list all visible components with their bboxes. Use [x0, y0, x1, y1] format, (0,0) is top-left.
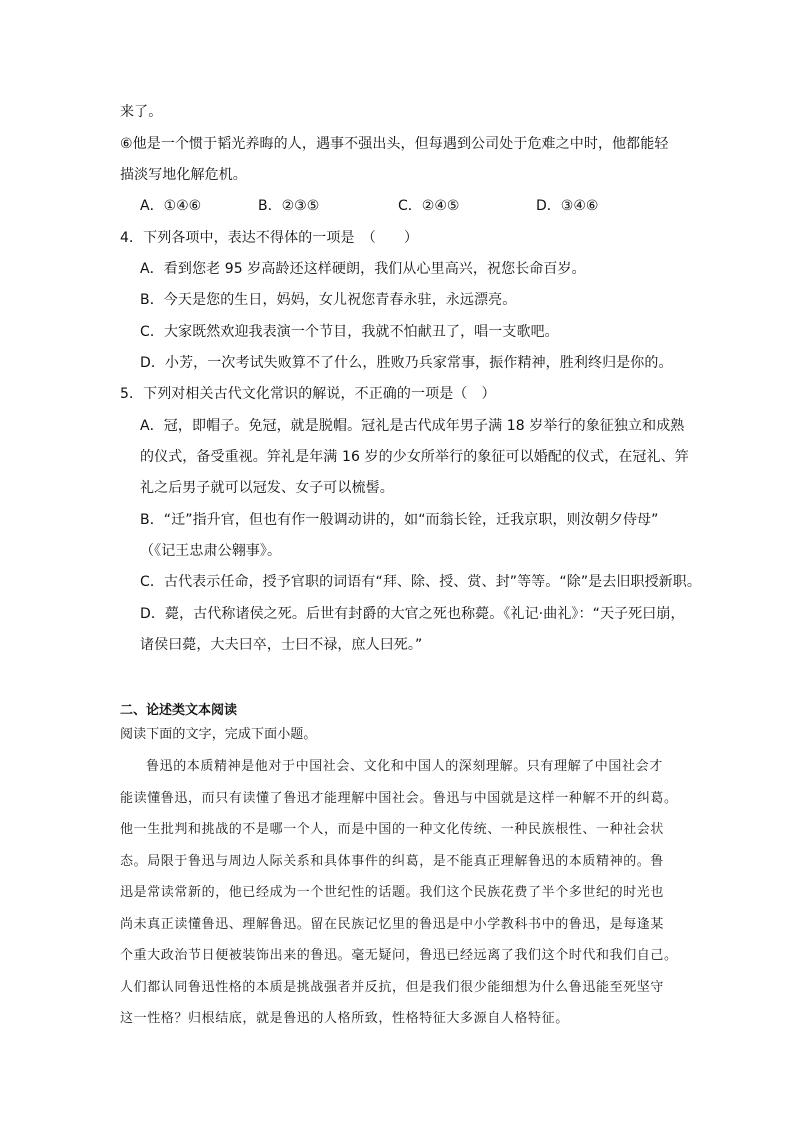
q5-option-a-line-2: 的仪式，备受重视。笄礼是年满 16 岁的少女所举行的象征可以婚配的仪式，在冠礼、笄	[140, 449, 689, 465]
passage-line: 能读懂鲁迅，而只有读懂了鲁迅才能理解中国社会。鲁迅与中国就是这样一种解不开的纠葛。	[120, 791, 678, 806]
passage-line: 人们都认同鲁迅性格的本质是挑战强者并反抗，但是我们很少能细想为什么鲁迅能至死坚守	[120, 980, 665, 995]
section-title: 二、论述类文本阅读	[120, 703, 238, 718]
q4-option-c: C．大家既然欢迎我表演一个节目，我就不怕献丑了，唱一支歌吧。	[140, 324, 559, 340]
passage-line: 态。局限于鲁迅与周边人际关系和具体事件的纠葛，是不能真正理解鲁迅的本质精神的。鲁	[120, 854, 665, 869]
q3-options	[140, 196, 660, 216]
passage-line: 个重大政治节日便被装饰出来的鲁迅。毫无疑问，鲁迅已经远离了我们这个时代和我们自己。	[120, 948, 678, 963]
q5-stem: 5．下列对相关古代文化常识的解说，不正确的一项是（ ）	[120, 386, 496, 402]
q5-option-a-line-1: A．冠，即帽子。免冠，就是脱帽。冠礼是古代成年男子满 18 岁举行的象征独立和成熟	[140, 418, 685, 434]
item-prev-tail: 来了。	[120, 104, 163, 120]
q4-option-d: D．小芳，一次考试失败算不了什么，胜败乃兵家常事，振作精神，胜利终归是你的。	[140, 355, 673, 371]
passage-line: 迅是常读常新的，他已经成为一个世纪性的话题。我们这个民族花费了半个多世纪的时光也	[120, 885, 665, 900]
q5-option-b-line-2: （《记王忠肃公翱事》。	[140, 543, 282, 559]
q3-option-a: A．①④⑥	[140, 198, 202, 214]
q3-option-d: D．③④⑥	[536, 198, 599, 214]
item-6-line-1: ⑥他是一个惯于韬光养晦的人，遇事不强出头，但每遇到公司处于危难之中时，他都能轻	[120, 136, 669, 152]
q4-option-b: B．今天是您的生日，妈妈，女儿祝您青春永驻，永远漂亮。	[140, 292, 517, 308]
q5-option-a-line-3: 礼之后男子就可以冠发、女子可以梳髻。	[140, 480, 394, 496]
q5-option-b-line-1: B．“迁”指升官，但也有作一般调动讲的，如“而翁长铨，迁我京职，则汝朝夕侍母”	[140, 512, 659, 528]
q5-option-d-line-2: 诸侯曰薨，大夫曰卒，士曰不禄，庶人曰死。”	[140, 637, 423, 653]
passage-line: 他一生批判和挑战的不是哪一个人，而是中国的一种文化传统、一种民族根性、一种社会状	[120, 822, 665, 837]
passage-line: 鲁迅的本质精神是他对于中国社会、文化和中国人的深刻理解。只有理解了中国社会才	[146, 759, 663, 774]
q3-option-c: C．②④⑤	[398, 198, 460, 214]
q4-option-a: A．看到您老 95 岁高龄还这样硬朗，我们从心里高兴，祝您长命百岁。	[140, 261, 586, 277]
item-6-line-2: 描淡写地化解危机。	[120, 167, 247, 183]
passage-line: 这一性格？归根结底，就是鲁迅的人格所致，性格特征大多源自人格特征。	[120, 1011, 569, 1026]
passage-line: 尚未真正读懂鲁迅、理解鲁迅。留在民族记忆里的鲁迅是中小学教科书中的鲁迅，是每逢某	[120, 917, 665, 932]
q5-option-d-line-1: D．薨，古代称诸侯之死。后世有封爵的大官之死也称薨。《礼记·曲礼》：“天子死曰崩，	[140, 606, 685, 622]
q5-option-c: C．古代表示任命，授予官职的词语有“拜、除、授、赏、封”等等。“除”是去旧职授新职。	[140, 574, 701, 590]
q3-option-b: B．②③⑤	[258, 198, 320, 214]
q4-stem: 4．下列各项中，表达不得体的一项是 （ ）	[120, 230, 419, 246]
section-instruction: 阅读下面的文字，完成下面小题。	[120, 727, 317, 742]
